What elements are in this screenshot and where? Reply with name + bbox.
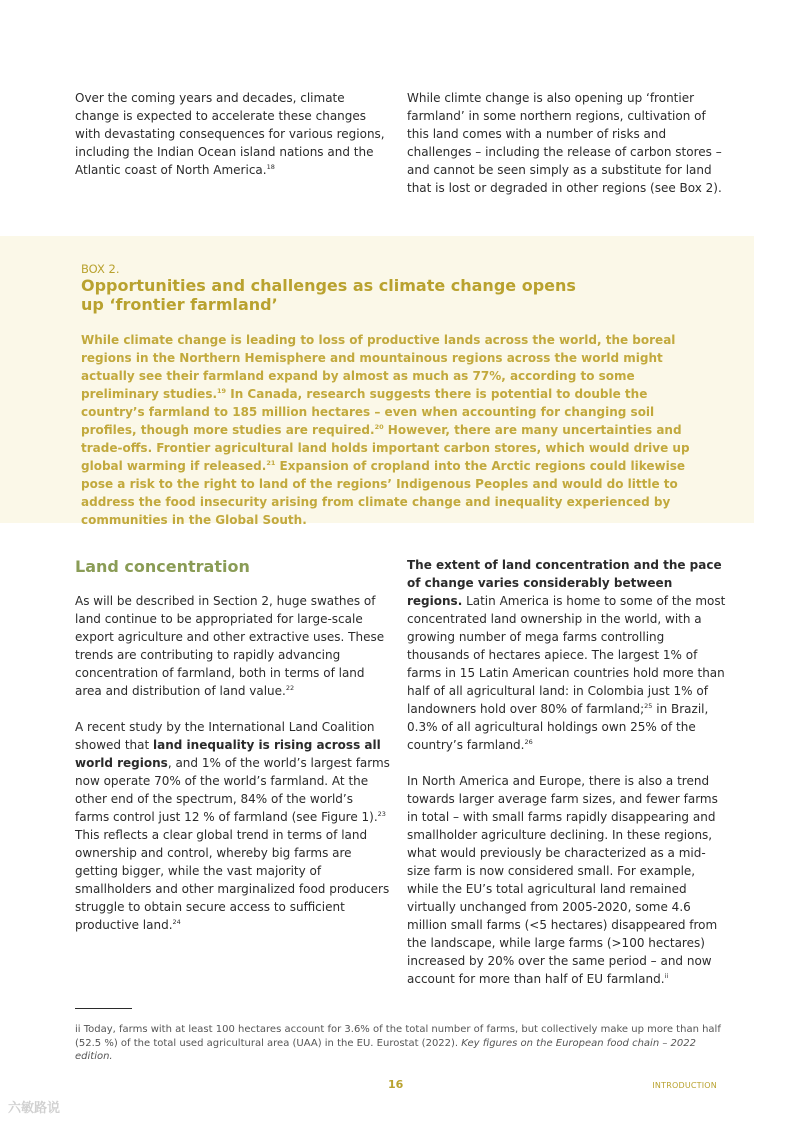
footnote-ref[interactable]: 20 [374,423,384,431]
watermark: 六敏路说 [8,1101,61,1116]
footnote-ref[interactable]: 25 [644,702,653,710]
paragraph: The extent of land concentration and the pace of change varies considerably between regions. Latin America is home to some of the most concentrated land ownership in the world, with a growing number of mega farms controlling thousands of hectares apiece. The largest 1% of farms in 15 Latin American countries hold more than half of all agricultural land: in Colombia just 1% of landowners hold over 80% of farmland;$^{25}$ in Brazil, 0.3% of all agricultural holdings own 25% of the country’s farmland.$^{26}$ [407,558,726,752]
paragraph: Over the coming years and decades, climate change is expected to accelerate these changes with devastating consequences for various regions, including the Indian Ocean island nations and the Atlantic coast of North America.$^{18}$ [75,91,385,177]
footnote-ref[interactable]: ii [664,972,669,980]
footnote-divider [75,1008,132,1009]
land-right-column [407,556,727,988]
paragraph: A recent study by the International Land Coalition showed that land inequality is rising across all world regions, and 1% of the world’s largest farms now operate 70% of the world’s farmland. At the other end of the spectrum, 84% of the world’s farms control just 12 % of farmland (see Figure 1).$^{23}$ This reflects a clear global trend in terms of land ownership and control, whereby big farms are getting bigger, while the vast majority of smallholders and other marginalized food producers struggle to obtain secure access to sufficient productive land.$^{24}$ [75,720,390,932]
footnote-ref[interactable]: 19 [217,387,227,395]
box-title: Opportunities and challenges as climate change opens up ‘frontier farmland’ [81,276,576,314]
section-heading: Land concentration [75,557,250,576]
footnote-ref[interactable]: 22 [285,684,295,692]
box-body: While climate change is leading to loss of productive lands across the world, the boreal regions in the Northern Hemisphere and mountainous regions across the world might actually see their farmland expand by almost as much as 77%, according to some preliminary studies.$^{19}$ In Canada, research suggests there is potential to double the country’s farmland to 185 million hectares – even when accounting for changing soil profiles, though more studies are required.$^{20}$ However, there are many uncertainties and trade-offs. Frontier agricultural land holds important carbon stores, which would drive up global warming if released.$^{21}$ Expansion of cropland into the Arctic regions could likewise pose a risk to the right to land of the regions’ Indigenous Peoples and would do little to address the food insecurity arising from climate change and inequality experienced by communities in the Global South. [81,333,690,527]
footnote-ref[interactable]: 23 [377,810,386,818]
intro-left-column [75,89,391,179]
footnote-ref[interactable]: 21 [266,459,276,467]
running-section-title: INTRODUCTION [652,1081,717,1090]
footnote-ref[interactable]: 24 [172,918,181,926]
paragraph: In North America and Europe, there is also a trend towards larger average farm sizes, and fewer farms in total – with small farms rapidly disappearing and smallholder agriculture declining. In these regions, what would previously be characterized as a mid-size farm is now considered small. For example, while the EU’s total agricultural land remained virtually unchanged from 2005-2020, some 4.6 million small farms (<5 hectares) disappeared from the landscape, while large farms (>100 hectares) increased by 20% over the same period – and now account for more than half of EU farmland.$^{ii}$ [407,774,718,986]
paragraph: While climte change is also opening up ‘frontier farmland’ in some northern regions, cultivation of this land comes with a number of risks and challenges – including the release of carbon stores – and cannot be seen simply as a substitute for land that is lost or degraded in other regions (see Box 2). [407,91,722,195]
box-label: BOX 2. [81,262,120,276]
box-2-panel [0,236,754,527]
footnote: ii Today, farms with at least 100 hectares account for 3.6% of the total number of farms, but collectively make up more than half (52.5 %) of the total used agricultural area (UAA) in the EU. Eurostat (2022). Key figures on the European food chain – 2022 edition. [75,1024,721,1062]
intro-right-column [407,89,727,197]
footnote-ref[interactable]: 18 [266,163,275,171]
paragraph: As will be described in Section 2, huge swathes of land continue to be appropriated for large-scale export agriculture and other extractive uses. These trends are contributing to rapidly advancing concentration of farmland, both in terms of land area and distribution of land value.$^{22}$ [75,594,385,698]
page-number: 16 [388,1078,404,1091]
land-left-column [75,592,391,934]
footnote-ref[interactable]: 26 [524,738,533,746]
